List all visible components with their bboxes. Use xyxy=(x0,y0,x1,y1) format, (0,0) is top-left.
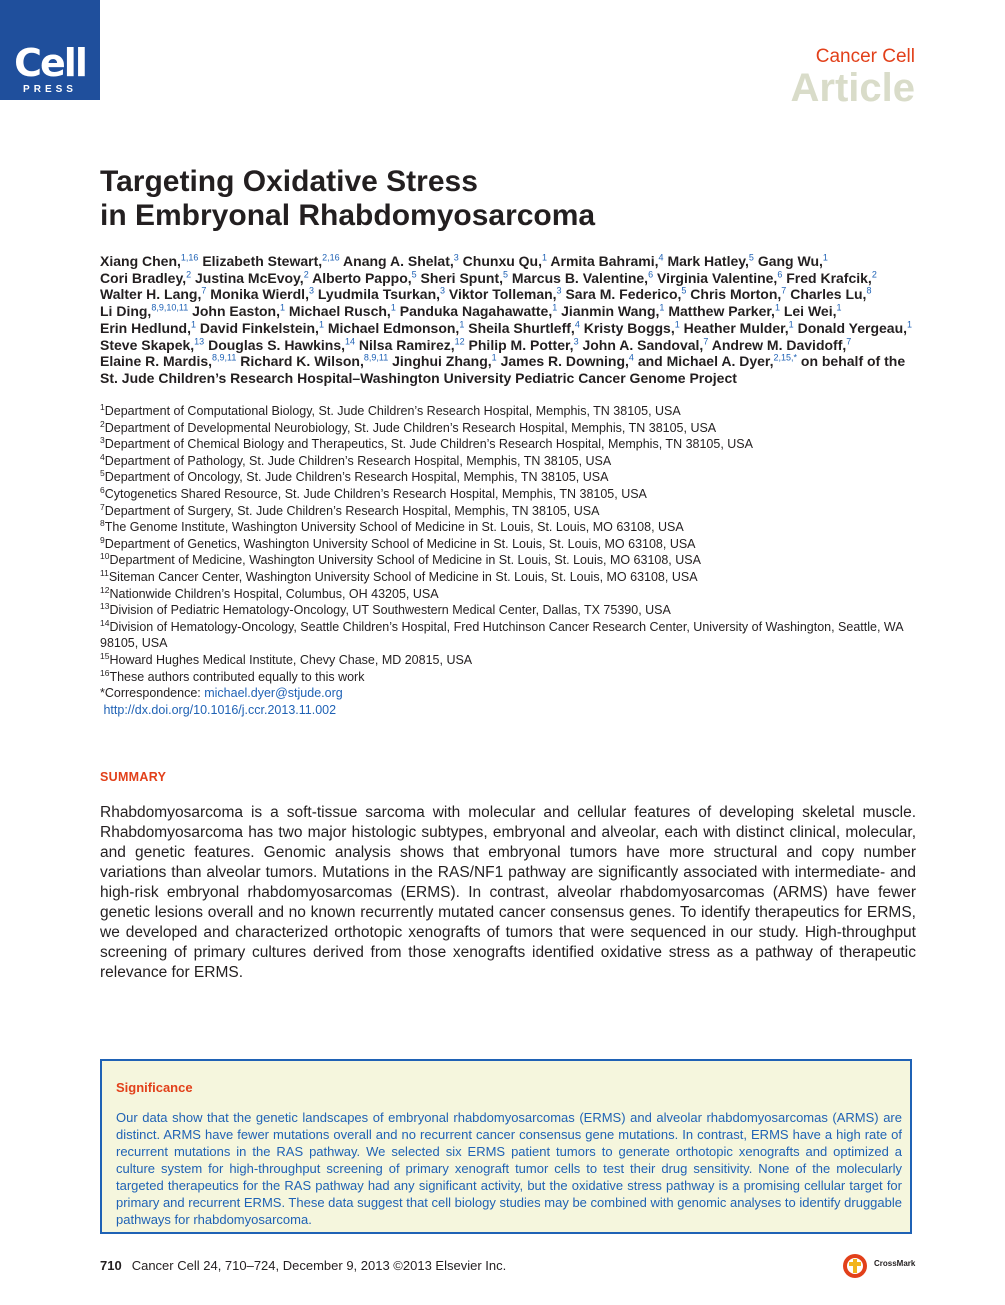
author-name: Elizabeth Stewart, xyxy=(202,253,323,269)
journal-name: Cancer Cell xyxy=(815,46,915,67)
author-name: Heather Mulder, xyxy=(683,319,789,336)
crossmark-badge[interactable] xyxy=(842,1253,922,1279)
correspondence-email-link[interactable]: michael.dyer@stjude.org xyxy=(204,686,343,701)
author-name: Chris Morton, xyxy=(690,286,782,303)
crossmark-label: CrossMark xyxy=(874,1259,916,1268)
author-affiliation-ref[interactable]: 1 xyxy=(788,319,794,330)
author-name: Jianmin Wang, xyxy=(561,303,660,320)
author-affiliation-ref[interactable]: 1 xyxy=(191,319,197,330)
affiliation-number: 6 xyxy=(100,484,105,495)
affiliation-item xyxy=(100,436,920,453)
affiliation-list xyxy=(100,403,920,718)
author-affiliation-ref[interactable]: 1,16 xyxy=(180,252,199,263)
author-name: Marcus B. Valentine, xyxy=(511,269,649,286)
author-affiliation-ref[interactable]: 2 xyxy=(186,269,192,280)
author xyxy=(359,337,465,353)
cell-press-logo[interactable] xyxy=(0,0,100,100)
author-name: Jinghui Zhang, xyxy=(392,353,492,370)
affiliation-text: Howard Hughes Medical Institute, Chevy Chase, MD 20815, USA xyxy=(109,652,473,667)
author xyxy=(328,320,464,336)
author-name: David Finkelstein, xyxy=(199,319,319,336)
author-affiliation-ref[interactable]: 3 xyxy=(440,285,446,296)
author-affiliation-ref[interactable]: 5 xyxy=(503,269,509,280)
affiliation-text: Division of Hematology-Oncology, Seattle Children’s Hospital, Fred Hutchinson Cancer Research Center, University of Washington, Seattle, WA 98105, USA xyxy=(100,619,903,651)
author-affiliation-ref[interactable]: 7 xyxy=(201,285,207,296)
affiliation-item xyxy=(100,453,920,470)
author-name: Michael A. Dyer, xyxy=(666,353,774,370)
author-name: Panduka Nagahawatte, xyxy=(399,303,553,320)
author xyxy=(684,320,794,336)
affiliation-item xyxy=(100,469,920,486)
author xyxy=(790,286,871,302)
author xyxy=(100,270,191,286)
author xyxy=(192,303,285,319)
author-affiliation-ref[interactable]: 3 xyxy=(573,335,579,346)
author xyxy=(582,337,708,353)
affiliation-item xyxy=(100,652,920,669)
author-affiliation-ref[interactable]: 12 xyxy=(454,335,465,346)
author xyxy=(584,320,680,336)
author-name: Philip M. Potter, xyxy=(468,336,574,353)
affiliation-text: Siteman Cancer Center, Washington University School of Medicine in St. Louis, St. Louis, MO 63108, USA xyxy=(108,569,698,584)
summary-heading: SUMMARY xyxy=(100,770,167,784)
author xyxy=(550,253,663,269)
author-name: Lyudmila Tsurkan, xyxy=(317,286,441,303)
author-affiliation-ref[interactable]: 1 xyxy=(907,319,913,330)
author xyxy=(100,353,236,369)
author xyxy=(667,253,753,269)
authors-consortium: on behalf of the St. Jude Children’s Research Hospital–Washington University Pediatric Cancer Genome Project xyxy=(100,353,906,386)
title-line-1: Targeting Oxidative Stress xyxy=(100,165,478,198)
author xyxy=(469,337,579,353)
author-affiliation-ref[interactable]: 2 xyxy=(871,269,877,280)
affiliation-number: 12 xyxy=(100,584,110,595)
affiliation-item xyxy=(100,602,920,619)
author-list xyxy=(100,253,920,387)
affiliation-item xyxy=(100,519,920,536)
author xyxy=(100,303,188,319)
significance-box xyxy=(100,1059,912,1234)
affiliation-item xyxy=(100,420,920,437)
author xyxy=(449,286,562,302)
author-name: Monika Wierdl, xyxy=(210,286,309,303)
author-affiliation-ref[interactable]: 1 xyxy=(836,302,842,313)
author-name: Cori Bradley, xyxy=(100,269,187,286)
author-affiliation-ref[interactable]: 1 xyxy=(552,302,558,313)
author-affiliation-ref[interactable]: 7 xyxy=(846,335,852,346)
author-name: James R. Downing, xyxy=(500,353,629,370)
author-name: Xiang Chen, xyxy=(100,253,181,269)
correspondence xyxy=(100,685,920,702)
article-type: Article xyxy=(790,66,915,110)
author-name: and xyxy=(637,353,663,370)
author-name: Anang A. Shelat, xyxy=(343,253,454,269)
author-name: Donald Yergeau, xyxy=(797,319,908,336)
affiliation-text: Department of Pathology, St. Jude Children’s Research Hospital, Memphis, TN 38105, USA xyxy=(104,453,612,468)
affiliation-number: 13 xyxy=(100,600,110,611)
affiliation-number: 8 xyxy=(100,518,105,528)
author-name: Lei Wei, xyxy=(783,303,837,320)
author-name: Sheri Spunt, xyxy=(420,269,503,286)
affiliation-text: Department of Developmental Neurobiology, St. Jude Children’s Research Hospital, Memphis, TN 38105, USA xyxy=(104,420,717,435)
affiliation-number: 16 xyxy=(100,667,110,678)
affiliation-number: 4 xyxy=(100,451,105,462)
affiliation-number: 3 xyxy=(100,435,105,446)
author xyxy=(343,253,459,269)
article-title xyxy=(100,165,900,233)
logo-press: PRESS xyxy=(23,84,77,95)
author xyxy=(468,320,580,336)
author xyxy=(501,353,634,369)
author xyxy=(312,270,417,286)
author-name: Nilsa Ramirez, xyxy=(358,336,455,353)
author-name: Virginia Valentine, xyxy=(656,269,778,286)
title-line-2: in Embryonal Rhabdomyosarcoma xyxy=(100,199,596,232)
author xyxy=(512,270,653,286)
author xyxy=(100,337,204,353)
author xyxy=(421,270,508,286)
author-name: Armita Bahrami, xyxy=(550,253,659,269)
author xyxy=(638,353,663,369)
author xyxy=(657,270,782,286)
author xyxy=(786,270,877,286)
author-affiliation-ref[interactable]: 2,16 xyxy=(322,252,340,263)
author-affiliation-ref[interactable]: 2,15,* xyxy=(773,352,797,363)
author-affiliation-ref[interactable]: 3 xyxy=(453,252,459,263)
affiliation-item xyxy=(100,552,920,569)
author-affiliation-ref[interactable]: 1 xyxy=(774,302,780,313)
author-name: Michael Rusch, xyxy=(288,303,391,320)
author-affiliation-ref[interactable]: 14 xyxy=(345,335,356,346)
author-name: Kristy Boggs, xyxy=(583,319,675,336)
affiliation-item xyxy=(100,586,920,603)
affiliation-number: 9 xyxy=(100,534,105,545)
crossmark-icon xyxy=(842,1253,870,1279)
author-name: Steve Skapek, xyxy=(100,336,195,353)
affiliation-number: 1 xyxy=(100,401,105,412)
author-name: Justina McEvoy, xyxy=(195,269,304,286)
author-name: Gang Wu, xyxy=(757,253,823,269)
author-affiliation-ref[interactable]: 6 xyxy=(777,269,783,280)
author-affiliation-ref[interactable]: 8,9,11 xyxy=(363,352,389,363)
affiliation-number: 2 xyxy=(100,418,105,429)
affiliation-item xyxy=(100,619,920,652)
author-name: Walter H. Lang, xyxy=(100,286,202,303)
affiliation-text: Department of Oncology, St. Jude Children’s Research Hospital, Memphis, TN 38105, USA xyxy=(104,470,609,485)
author-name: Chunxu Qu, xyxy=(462,253,542,269)
author-name: Sara M. Federico, xyxy=(565,286,682,303)
affiliation-number: 10 xyxy=(100,551,110,562)
doi-link[interactable]: http://dx.doi.org/10.1016/j.ccr.2013.11.002 xyxy=(103,702,337,717)
author-affiliation-ref[interactable]: 3 xyxy=(308,285,314,296)
affiliation-text: Department of Chemical Biology and Therapeutics, St. Jude Children’s Research Hospital, Memphis, TN 38105, USA xyxy=(104,437,753,452)
author xyxy=(400,303,558,319)
author-name: Erin Hedlund, xyxy=(100,319,191,336)
affiliation-text: These authors contributed equally to this work xyxy=(109,669,365,684)
doi-row xyxy=(100,702,920,719)
author-affiliation-ref[interactable]: 8,9,10,11 xyxy=(151,302,189,313)
author-affiliation-ref[interactable]: 1 xyxy=(459,319,465,330)
author-name: Matthew Parker, xyxy=(668,303,775,320)
author-name: John Easton, xyxy=(192,303,280,320)
author xyxy=(240,353,388,369)
author xyxy=(100,286,206,302)
author xyxy=(463,253,547,269)
author xyxy=(565,286,686,302)
author-name: Andrew M. Davidoff, xyxy=(711,336,847,353)
author-affiliation-ref[interactable]: 1 xyxy=(822,252,828,263)
author xyxy=(561,303,664,319)
author xyxy=(668,303,780,319)
summary-text: Rhabdomyosarcoma is a soft-tissue sarcoma with molecular and cellular features of developing skeletal muscle. Rhabdomyosarcoma has two major histologic subtypes, embryonal and alveolar, each with distinct clinical, molecular, and genetic features. Genomic analysis shows that embryonal tumors have more structural and copy number variations than alveolar tumors. Mutations in the RAS/NF1 pathway are significantly associated with intermediate- and high-risk embryonal rhabdomyosarcomas (ERMS). In contrast, alveolar rhabdomyosarcomas (ARMS) have fewer genetic lesions overall and no known recurrently mutated cancer consensus genes. To identify therapeutics for ERMS, we developed and characterized orthotopic xenografts of tumors that were sequenced in our study. High-throughput screening of primary cultures derived from those xenografts identified oxidative stress as a pathway of therapeutic relevance for ERMS. xyxy=(100,804,916,981)
author xyxy=(712,337,852,353)
author-name: John A. Sandoval, xyxy=(582,336,704,353)
author xyxy=(200,320,324,336)
affiliation-text: Cytogenetics Shared Resource, St. Jude Children’s Research Hospital, Memphis, TN 38105, USA xyxy=(104,486,647,501)
author xyxy=(100,253,198,269)
author xyxy=(100,320,196,336)
author xyxy=(392,353,497,369)
author-name: Li Ding, xyxy=(100,303,152,320)
affiliation-item xyxy=(100,403,920,420)
affiliation-number: 11 xyxy=(100,567,109,578)
affiliation-text: Nationwide Children’s Hospital, Columbus, OH 43205, USA xyxy=(109,586,439,601)
page-number: 710 xyxy=(100,1258,122,1273)
correspondence-label: *Correspondence: xyxy=(100,686,205,701)
author-affiliation-ref[interactable]: 2 xyxy=(303,269,309,280)
author-affiliation-ref[interactable]: 6 xyxy=(648,269,654,280)
author-affiliation-ref[interactable]: 7 xyxy=(703,335,709,346)
author-name: Charles Lu, xyxy=(790,286,867,303)
author-name: Mark Hatley, xyxy=(667,253,749,269)
affiliation-text: Department of Surgery, St. Jude Children’s Research Hospital, Memphis, TN 38105, USA xyxy=(104,503,600,518)
significance-text: Our data show that the genetic landscapes of embryonal rhabdomyosarcomas (ERMS) and alveolar rhabdomyosarcomas (ARMS) are distinct. ARMS have fewer mutations overall and no recurrent cancer consensus gene mutations. In contrast, ERMS have a high rate of recurrent mutations in the RAS pathway. We selected six ERMS patient tumors to generate orthotopic xenografts and optimized a culture system for high-throughput screening of primary xenograft tumor cells to test their drug sensitivity. None of the molecularly targeted therapeutics for the RAS pathway had any significant activity, but the oxidative stress pathway is a promising cellular target for primary and recurrent ERMS. These data suggest that cell biology studies may be combined with genomic analyses to identify druggable pathways for rhabdomyosarcoma. xyxy=(116,1110,902,1227)
author xyxy=(210,286,314,302)
author-name: Alberto Pappo, xyxy=(312,269,412,286)
author-affiliation-ref[interactable]: 1 xyxy=(280,302,286,313)
author xyxy=(784,303,842,319)
author-affiliation-ref[interactable]: 8 xyxy=(866,285,872,296)
author xyxy=(195,270,309,286)
affiliation-item xyxy=(100,536,920,553)
author xyxy=(798,320,912,336)
author-affiliation-ref[interactable]: 13 xyxy=(194,335,205,346)
author xyxy=(667,353,797,369)
author xyxy=(289,303,396,319)
affiliation-text: Division of Pediatric Hematology-Oncology, UT Southwestern Medical Center, Dallas, TX 75390, USA xyxy=(109,603,671,618)
affiliation-text: The Genome Institute, Washington University School of Medicine in St. Louis, St. Louis, MO 63108, USA xyxy=(104,520,684,535)
author-affiliation-ref[interactable]: 3 xyxy=(556,285,562,296)
author-affiliation-ref[interactable]: 4 xyxy=(574,319,580,330)
author xyxy=(690,286,786,302)
affiliation-number: 15 xyxy=(100,650,110,661)
author-affiliation-ref[interactable]: 1 xyxy=(659,302,665,313)
author-affiliation-ref[interactable]: 4 xyxy=(628,352,634,363)
author-affiliation-ref[interactable]: 1 xyxy=(674,319,680,330)
affiliation-text: Department of Genetics, Washington University School of Medicine in St. Louis, St. Louis, MO 63108, USA xyxy=(104,536,696,551)
author-affiliation-ref[interactable]: 1 xyxy=(542,252,548,263)
page-footer xyxy=(100,1258,506,1273)
affiliation-item xyxy=(100,569,920,586)
affiliation-text: Department of Medicine, Washington University School of Medicine in St. Louis, St. Louis, MO 63108, USA xyxy=(109,553,701,568)
author xyxy=(318,286,445,302)
author-affiliation-ref[interactable]: 8,9,11 xyxy=(212,352,237,363)
affiliation-number: 7 xyxy=(100,501,105,512)
citation: Cancer Cell 24, 710–724, December 9, 2013 ©2013 Elsevier Inc. xyxy=(131,1258,507,1273)
author-affiliation-ref[interactable]: 1 xyxy=(390,302,396,313)
author-name: Sheila Shurtleff, xyxy=(468,319,575,336)
author-affiliation-ref[interactable]: 1 xyxy=(318,319,324,330)
author-name: Fred Krafcik, xyxy=(786,269,872,286)
author xyxy=(758,253,828,269)
author-affiliation-ref[interactable]: 5 xyxy=(681,285,687,296)
author-name: Richard K. Wilson, xyxy=(240,353,364,370)
affiliation-number: 14 xyxy=(100,617,110,628)
author-name: Douglas S. Hawkins, xyxy=(208,336,346,353)
affiliation-item xyxy=(100,503,920,520)
author xyxy=(202,253,339,269)
author-name: Viktor Tolleman, xyxy=(448,286,557,303)
significance-heading: Significance xyxy=(116,1080,193,1095)
affiliation-text: Department of Computational Biology, St. Jude Children’s Research Hospital, Memphis, TN 38105, USA xyxy=(104,404,681,418)
author-affiliation-ref[interactable]: 7 xyxy=(781,285,787,296)
author-name: Elaine R. Mardis, xyxy=(100,353,213,370)
author-affiliation-ref[interactable]: 5 xyxy=(748,252,754,263)
author-affiliation-ref[interactable]: 4 xyxy=(658,252,664,263)
affiliation-number: 5 xyxy=(100,468,105,479)
author-affiliation-ref[interactable]: 5 xyxy=(411,269,417,280)
author-name: Michael Edmonson, xyxy=(327,319,460,336)
author-affiliation-ref[interactable]: 1 xyxy=(491,352,497,363)
affiliation-item xyxy=(100,669,920,686)
logo-word: Cell xyxy=(14,41,86,85)
author xyxy=(208,337,355,353)
affiliation-item xyxy=(100,486,920,503)
